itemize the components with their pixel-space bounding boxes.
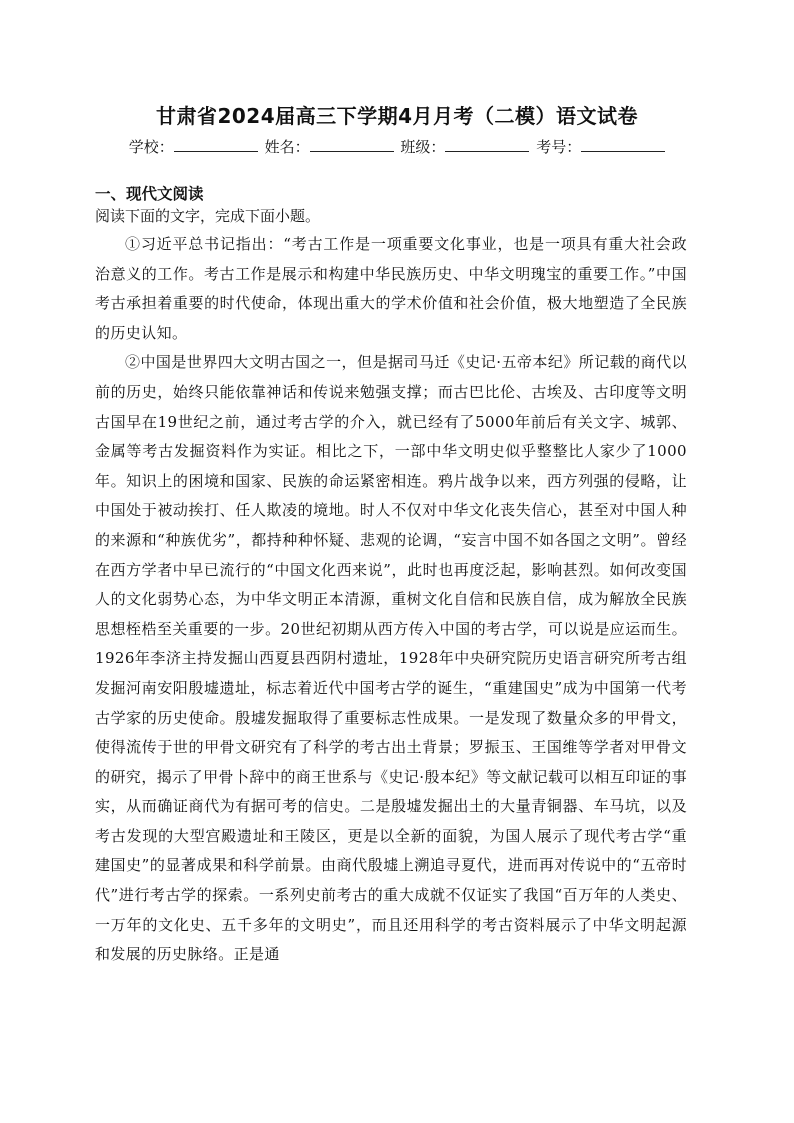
exam-title: 甘肃省2024届高三下学期4月月考（二模）语文试卷 [155, 104, 639, 128]
exam-number-blank[interactable] [581, 137, 665, 152]
exam-number-field [536, 136, 665, 157]
reading-instruction: 阅读下面的文字，完成下面小题。 [95, 207, 321, 225]
exam-number-label: 考号： [536, 138, 582, 156]
school-label: 学校： [128, 138, 174, 156]
student-info-line [0, 136, 794, 157]
paragraph-2: ②中国是世界四大文明古国之一，但是据司马迁《史记·五帝本纪》所记载的商代以前的历史，始终只能依靠神话和传说来勉强支撑；而古巴比伦、古埃及、古印度等文明古国早在19世纪之前，通过考古学的介入，就已经有了5000年前后有关文字、城郭、金属等考古发掘资料作为实证。相比之下，一部中华文明史似乎整整比人家少了1000年。知识上的困境和国家、民族的命运紧密相连。鸦片战争以来，西方列强的侵略，让中国处于被动挨打、任人欺凌的境地。时人不仅对中华文化丧失信心，甚至对中国人种的来源和“种族优劣”，都持种种怀疑、悲观的论调，“妄言中国不如各国之文明”。曾经在西方学者中早已流行的“中国文化西来说”，此时也再度泛起，影响甚烈。如何改变国人的文化弱势心态，为中华文明正本清源，重树文化自信和民族自信，成为解放全民族思想桎梏至关重要的一步。20世纪初期从西方传入中国的考古学，可以说是应运而生。1926年李济主持发掘山西夏县西阴村遗址，1928年中央研究院历史语言研究所考古组发掘河南安阳殷墟遗址，标志着近代中国考古学的诞生，“重建国史”成为中国第一代考古学家的历史使命。殷墟发掘取得了重要标志性成果。一是发现了数量众多的甲骨文，使得流传于世的甲骨文研究有了科学的考古出土背景；罗振玉、王国维等学者对甲骨文的研究，揭示了甲骨卜辞中的商王世系与《史记·殷本纪》等文献记载可以相互印证的事实，从而确证商代为有据可考的信史。二是殷墟发掘出土的大量青铜器、车马坑，以及考古发现的大型宫殿遗址和王陵区，更是以全新的面貌，为国人展示了现代考古学“重建国史”的显著成果和科学前景。由商代殷墟上溯追寻夏代，进而再对传说中的“五帝时代”进行考古学的探索。一系列史前考古的重大成就不仅证实了我国“百万年的人类史、一万年的文化史、五千多年的文明史”，而且还用科学的考古资料展示了中华文明起源和发展的历史脉络。正是通 [95, 353, 687, 964]
paragraph-1: ①习近平总书记指出：“考古工作是一项重要文化事业，也是一项具有重大社会政治意义的工作。考古工作是展示和构建中华民族历史、中华文明瑰宝的重要工作。”中国考古承担着重要的时代使命，体现出重大的学术价值和社会价值，极大地塑造了全民族的历史认知。 [95, 235, 687, 342]
class-blank[interactable] [445, 137, 529, 152]
reading-passage [95, 230, 687, 970]
class-label: 班级： [400, 138, 446, 156]
class-field [400, 136, 529, 157]
school-field [129, 136, 258, 157]
section-heading: 一、现代文阅读 [95, 185, 204, 203]
school-blank[interactable] [174, 137, 258, 152]
name-field [265, 136, 394, 157]
name-blank[interactable] [310, 137, 394, 152]
name-label: 姓名： [264, 138, 310, 156]
